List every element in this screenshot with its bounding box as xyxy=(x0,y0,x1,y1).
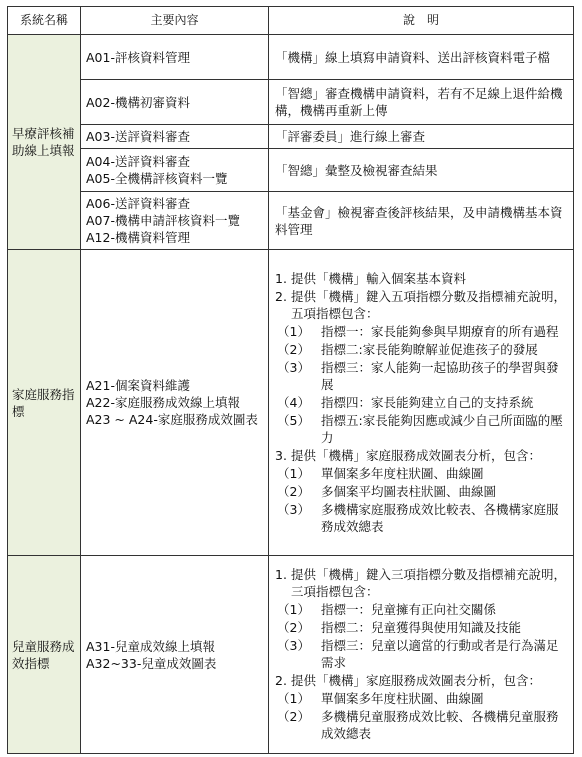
content-line: A32~33-兒童成效圖表 xyxy=(86,655,217,671)
list-item xyxy=(275,323,567,340)
list-item xyxy=(275,619,567,636)
list-item-text: 多個案平均圖表柱狀圖、曲線圖 xyxy=(321,483,497,499)
table-row xyxy=(8,556,574,754)
list-item-number: （2） xyxy=(277,709,310,724)
content-line: A06-送評資料審查 xyxy=(86,196,190,211)
list-item-number: （1） xyxy=(277,602,310,617)
header-system-name: 系統名稱 xyxy=(8,7,81,35)
list-item-text: 指標一：兒童擁有正向社交關係 xyxy=(321,602,497,617)
content-cell xyxy=(81,149,269,192)
system-name-cell: 早療評核補助線上填報 xyxy=(8,35,81,250)
table-row xyxy=(8,80,574,125)
content-line: A02-機構初審資料 xyxy=(86,94,190,110)
list-item-text: 指標四：家長能夠建立自己的支持系統 xyxy=(321,394,534,410)
list-item-text: 提供「機構」鍵入三項指標分數及指標補充說明，三項指標包含： xyxy=(291,567,567,599)
description-list xyxy=(275,566,567,742)
list-item xyxy=(275,359,567,393)
list-item-number: （4） xyxy=(277,394,310,410)
list-item xyxy=(275,270,567,287)
description-cell xyxy=(269,250,574,556)
list-item xyxy=(275,672,567,689)
list-item-number: （1） xyxy=(277,465,310,481)
content-line: A04-送評資料審查 xyxy=(86,154,190,169)
list-item xyxy=(275,483,567,500)
list-item-text: 提供「機構」家庭服務成效圖表分析，包含： xyxy=(291,673,542,688)
content-cell xyxy=(81,250,269,556)
list-item xyxy=(275,637,567,671)
list-item-text: 指標二：兒童獲得與使用知識及技能 xyxy=(321,620,522,635)
list-item xyxy=(275,341,567,358)
list-item-number: （2） xyxy=(277,483,310,499)
list-item-text: 提供「機構」輸入個案基本資料 xyxy=(291,270,467,286)
content-cell xyxy=(81,35,269,80)
content-cell xyxy=(81,192,269,250)
description-list xyxy=(275,270,567,535)
description-cell: 「機構」線上填寫申請資料、送出評核資料電子檔 xyxy=(269,35,574,80)
list-item-text: 多機構家庭服務成效比較表、各機構家庭服務成效總表 xyxy=(321,501,559,534)
list-item-number: （1） xyxy=(277,323,310,339)
list-item xyxy=(275,394,567,411)
list-item xyxy=(275,601,567,618)
content-line: A23 ~ A24-家庭服務成效圖表 xyxy=(86,412,258,427)
list-item-text: 提供「機構」家庭服務成效圖表分析，包含： xyxy=(291,447,542,463)
list-item-text: 指標一：家長能夠參與早期療育的所有過程 xyxy=(321,323,559,339)
content-line: A22-家庭服務成效線上填報 xyxy=(86,395,240,410)
list-item-text: 單個案多年度柱狀圖、曲線圖 xyxy=(321,691,484,706)
list-item-number: 2. xyxy=(275,673,287,688)
content-line: A03-送評資料審查 xyxy=(86,129,190,144)
table-row xyxy=(8,149,574,192)
system-table xyxy=(7,6,574,754)
content-cell xyxy=(81,125,269,149)
description-cell xyxy=(269,556,574,754)
list-item-text: 指標三：家人能夠一起協助孩子的學習與發展 xyxy=(321,359,559,392)
list-item xyxy=(275,690,567,707)
list-item xyxy=(275,465,567,482)
list-item xyxy=(275,566,567,600)
content-line: A21-個案資料維護 xyxy=(86,378,190,393)
list-item-text: 指標二:家長能夠瞭解並促進孩子的發展 xyxy=(321,341,538,357)
list-item-text: 提供「機構」鍵入五項指標分數及指標補充說明，五項指標包含： xyxy=(291,288,567,321)
description-cell: 「評審委員」進行線上審查 xyxy=(269,125,574,149)
list-item-number: （2） xyxy=(277,341,310,357)
list-item xyxy=(275,447,567,464)
header-main-content: 主要內容 xyxy=(81,7,269,35)
system-name-cell: 兒童服務成效指標 xyxy=(8,556,81,754)
list-item-number: （3） xyxy=(277,501,310,517)
table-row xyxy=(8,35,574,80)
list-item xyxy=(275,501,567,535)
list-item-number: 1. xyxy=(275,567,287,582)
list-item xyxy=(275,288,567,322)
list-item-number: （5） xyxy=(277,412,310,428)
content-cell xyxy=(81,80,269,125)
list-item-number: 3. xyxy=(275,447,287,463)
list-item-number: 1. xyxy=(275,270,287,286)
content-line: A01-評核資料管理 xyxy=(86,49,190,65)
table-row xyxy=(8,192,574,250)
list-item-text: 單個案多年度柱狀圖、曲線圖 xyxy=(321,465,484,481)
system-name-cell: 家庭服務指標 xyxy=(8,250,81,556)
content-line: A07-機構申請評核資料一覽 xyxy=(86,213,240,228)
list-item-text: 多機構兒童服務成效比較、各機構兒童服務成效總表 xyxy=(321,709,559,741)
table-row xyxy=(8,250,574,556)
list-item-text: 指標三：兒童以適當的行動或者是行為滿足需求 xyxy=(321,638,559,670)
description-cell: 「智總」彙整及檢視審查結果 xyxy=(269,149,574,192)
list-item xyxy=(275,708,567,742)
content-line: A31-兒童成效線上填報 xyxy=(86,638,215,654)
list-item-text: 指標五:家長能夠因應或減少自己所面臨的壓力 xyxy=(321,412,563,445)
content-line: A05-全機構評核資料一覽 xyxy=(86,171,228,186)
content-cell xyxy=(81,556,269,754)
header-description: 說 明 xyxy=(269,7,574,35)
description-cell: 「基金會」檢視審查後評核結果，及申請機構基本資料管理 xyxy=(269,192,574,250)
list-item-number: （2） xyxy=(277,620,310,635)
content-line: A12-機構資料管理 xyxy=(86,230,190,245)
list-item xyxy=(275,412,567,446)
description-cell: 「智總」審查機構申請資料，若有不足線上退件給機構，機構再重新上傳 xyxy=(269,80,574,125)
list-item-number: （1） xyxy=(277,691,310,706)
list-item-number: （3） xyxy=(277,638,310,653)
header-row xyxy=(8,7,574,35)
table-row xyxy=(8,125,574,149)
list-item-number: （3） xyxy=(277,359,310,375)
list-item-number: 2. xyxy=(275,288,287,304)
